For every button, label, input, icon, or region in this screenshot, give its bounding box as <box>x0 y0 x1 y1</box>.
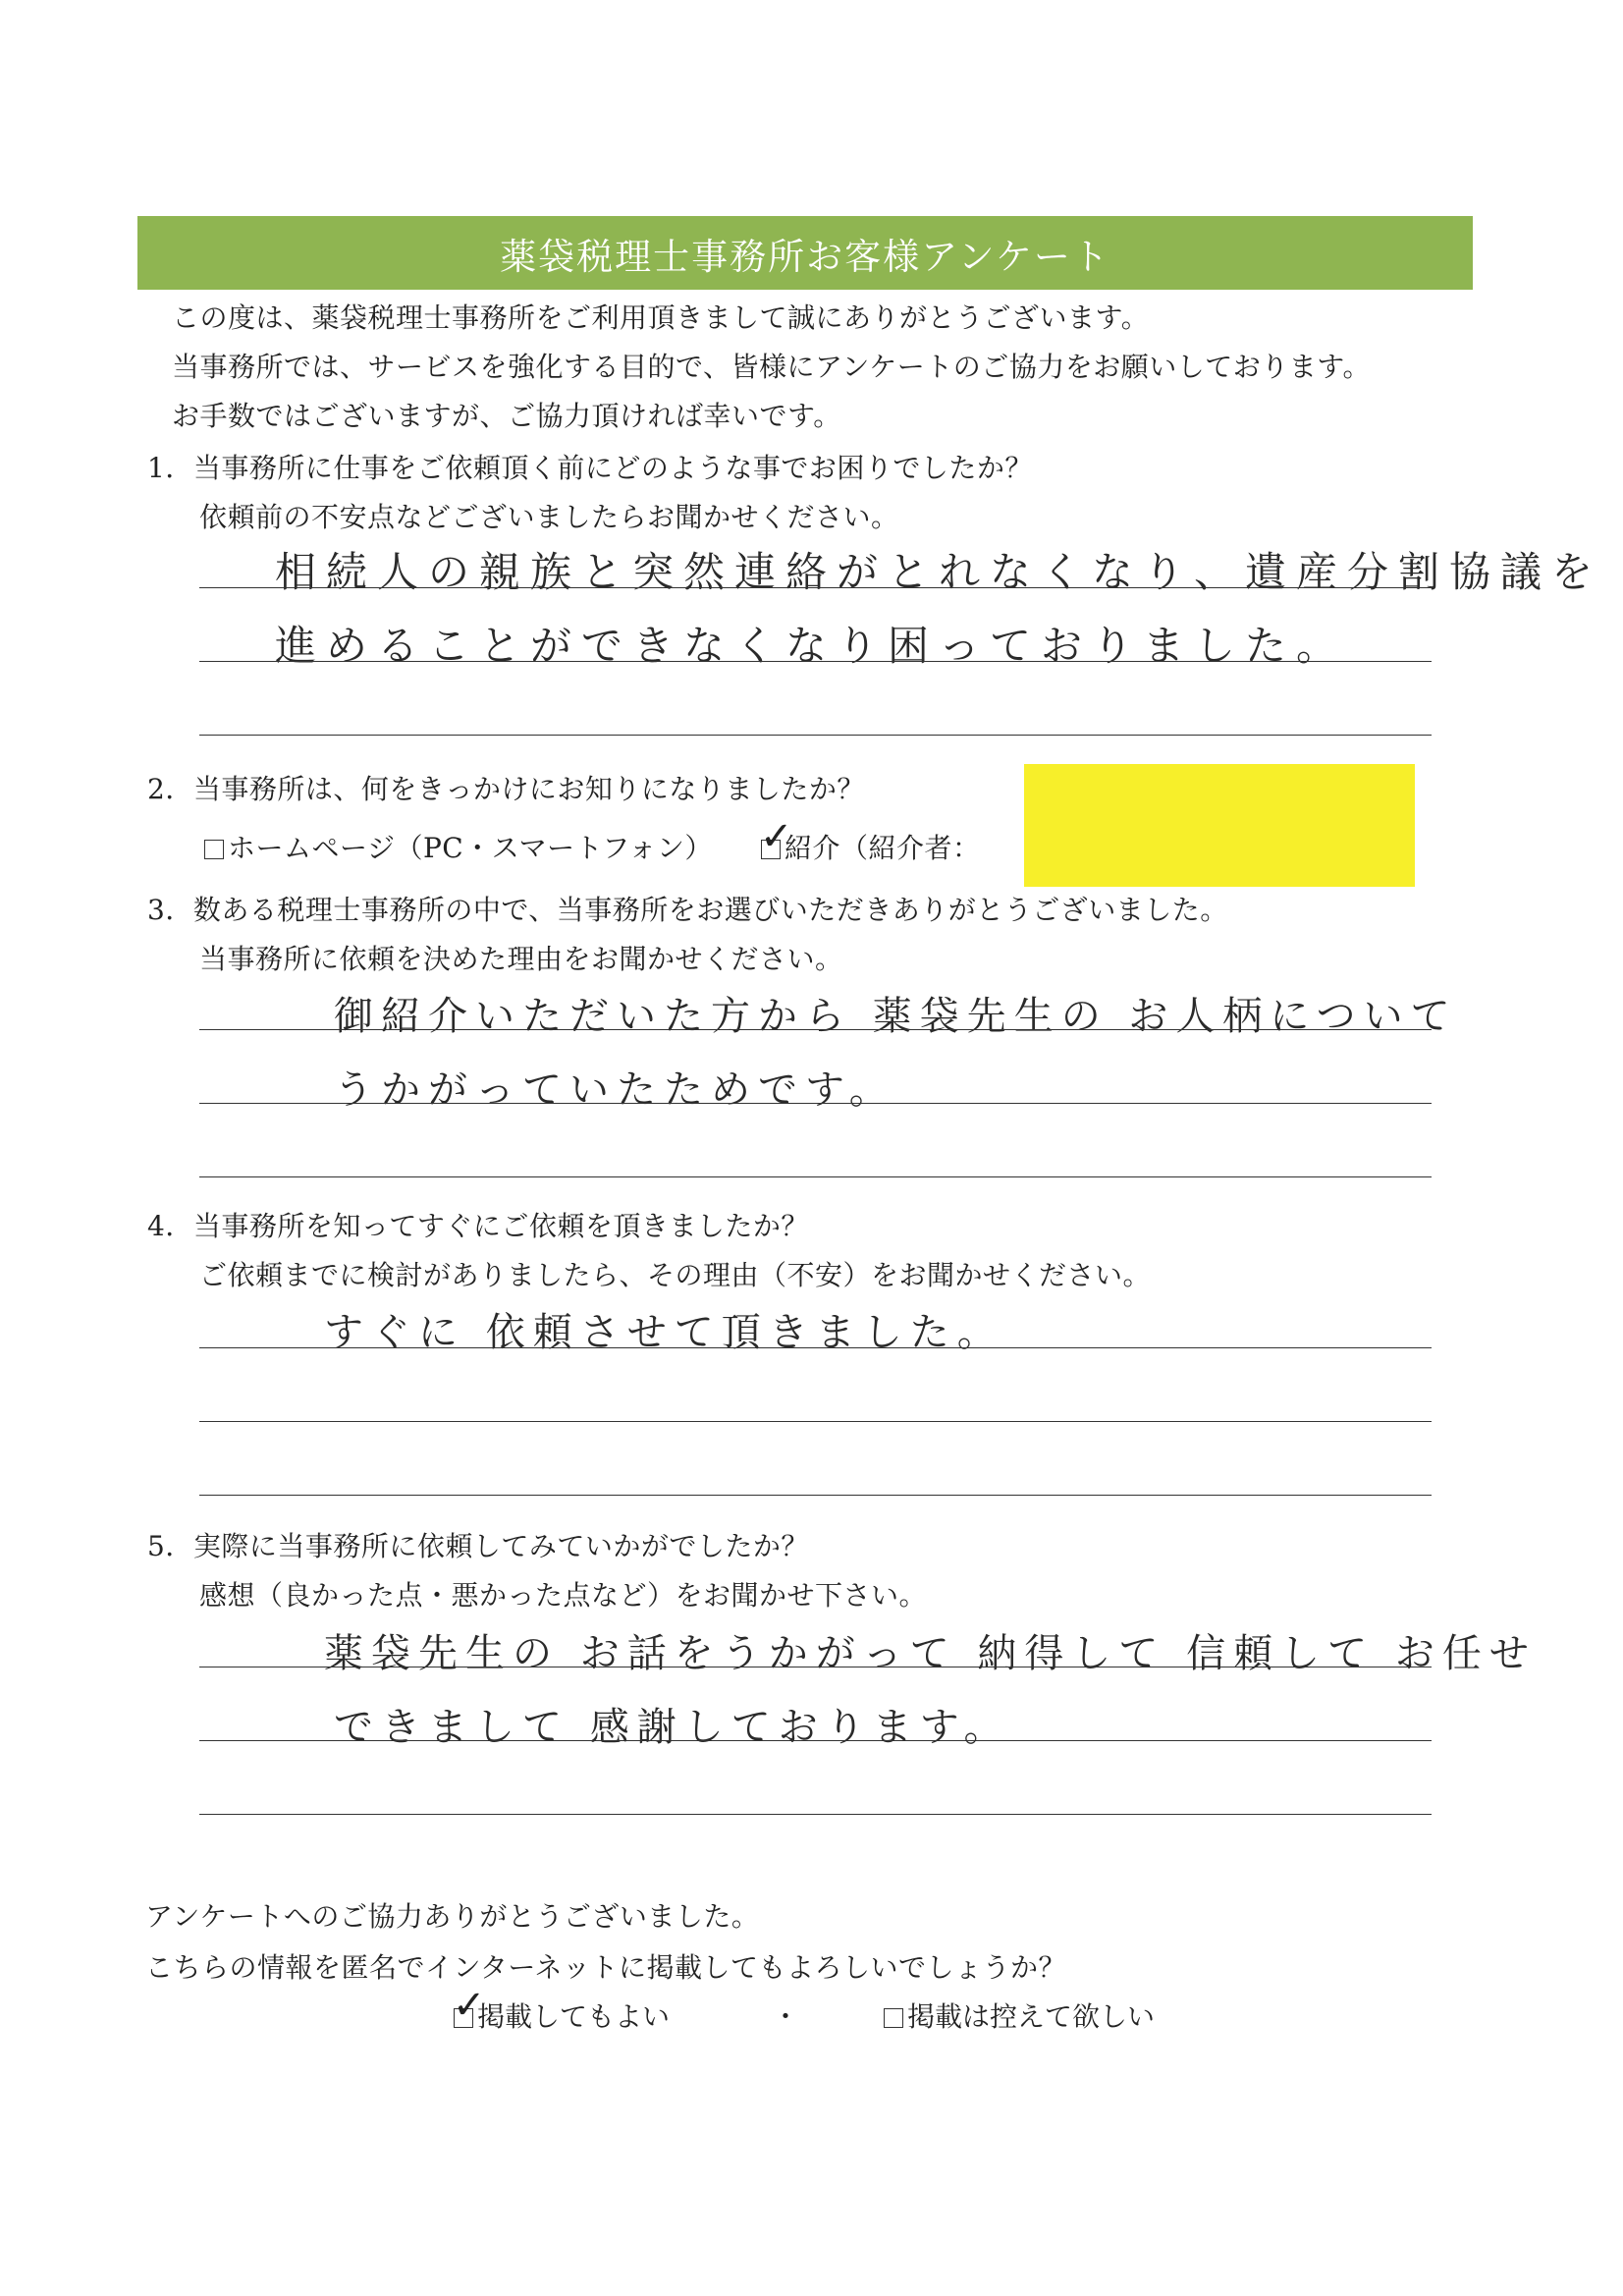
q5-answer-line-2: できまして 感謝しております。 <box>334 1705 1011 1750</box>
q2-question: 2．当事務所は、何をきっかけにお知りになりましたか？ <box>147 773 865 805</box>
publish-ng-label: 掲載は控えて欲しい <box>907 2000 1156 2033</box>
q2-option-homepage[interactable] <box>204 827 713 866</box>
q4-answer-line-1: すぐに 依頼させて頂きました。 <box>324 1310 1004 1355</box>
option-separator: ・ <box>772 2000 800 2033</box>
q5-answer-line-1: 薬袋先生の お話をうかがって 納得して 信頼して お任せ <box>324 1631 1537 1676</box>
intro-line-2: 当事務所では、サービスを強化する目的で、皆様にアンケートのご協力をお願いしております。 <box>172 351 1372 383</box>
q4-answer-rule-2 <box>199 1421 1432 1422</box>
q5-answer-rule-2 <box>199 1740 1432 1741</box>
homepage-label: ホームページ（PC・スマートフォン） <box>228 832 713 864</box>
q1-answer-line-1: 相続人の親族と突然連絡がとれなくなり、遺産分割協議を <box>275 548 1603 596</box>
q1-answer-rule-1 <box>199 587 1432 588</box>
q3-answer-line-2: うかがっていたためです。 <box>334 1067 896 1113</box>
q5-answer-rule-3 <box>199 1814 1432 1815</box>
publish-ng-option[interactable] <box>884 1995 1155 2035</box>
q4-answer-rule-3 <box>199 1495 1432 1496</box>
q1-question: 1．当事務所に仕事をご依頼頂く前にどのような事でお困りでしたか？ <box>147 452 1033 484</box>
homepage-checkbox[interactable] <box>204 840 224 859</box>
referrer-redaction <box>1024 764 1415 887</box>
q1-answer-rule-3 <box>199 735 1432 736</box>
survey-title: 薬袋税理士事務所お客様アンケート <box>137 216 1473 290</box>
q1-answer-rule-2 <box>199 661 1432 662</box>
referral-checkbox[interactable] <box>760 814 794 859</box>
q3-answer-rule-3 <box>199 1176 1432 1177</box>
q1-subquestion: 依頼前の不安点などございましたらお聞かせください。 <box>199 501 899 533</box>
referral-label: 紹介（紹介者： <box>784 832 981 864</box>
q5-question: 5．実際に当事務所に依頼してみていかがでしたか？ <box>147 1530 809 1562</box>
q4-answer-rule-1 <box>199 1347 1432 1348</box>
q3-answer-rule-2 <box>199 1103 1432 1104</box>
check-mark-icon: ✓ <box>453 1983 486 2028</box>
q3-answer-line-1: 御紹介いただいた方から 薬袋先生の お人柄について <box>334 994 1458 1039</box>
q3-question: 3．数ある税理士事務所の中で、当事務所をお選びいただきありがとうございました。 <box>147 894 1228 926</box>
q2-option-referral[interactable] <box>760 814 981 866</box>
q4-subquestion: ご依頼までに検討がありましたら、その理由（不安）をお聞かせください。 <box>199 1259 1152 1291</box>
q1-answer-line-2: 進めることができなくなり困っておりました。 <box>275 622 1348 670</box>
publish-ok-option[interactable] <box>453 1983 671 2035</box>
closing-thanks: アンケートへのご協力ありがとうございました。 <box>145 1900 760 1933</box>
closing-question: こちらの情報を匿名でインターネットに掲載してもよろしいでしょうか？ <box>145 1951 1066 1984</box>
q3-answer-rule-1 <box>199 1029 1432 1030</box>
intro-line-3: お手数ではございますが、ご協力頂ければ幸いです。 <box>172 400 841 432</box>
check-mark-icon: ✓ <box>760 814 794 859</box>
intro-line-1: この度は、薬袋税理士事務所をご利用頂きまして誠にありがとうございます。 <box>172 301 1150 334</box>
q4-question: 4．当事務所を知ってすぐにご依頼を頂きましたか？ <box>147 1210 809 1242</box>
publish-ok-label: 掲載してもよい <box>477 2000 671 2033</box>
q3-subquestion: 当事務所に依頼を決めた理由をお聞かせください。 <box>199 943 843 975</box>
publish-ok-checkbox[interactable] <box>453 1983 486 2028</box>
q5-subquestion: 感想（良かった点・悪かった点など）をお聞かせ下さい。 <box>199 1579 928 1612</box>
publish-ng-checkbox[interactable] <box>884 2008 903 2028</box>
